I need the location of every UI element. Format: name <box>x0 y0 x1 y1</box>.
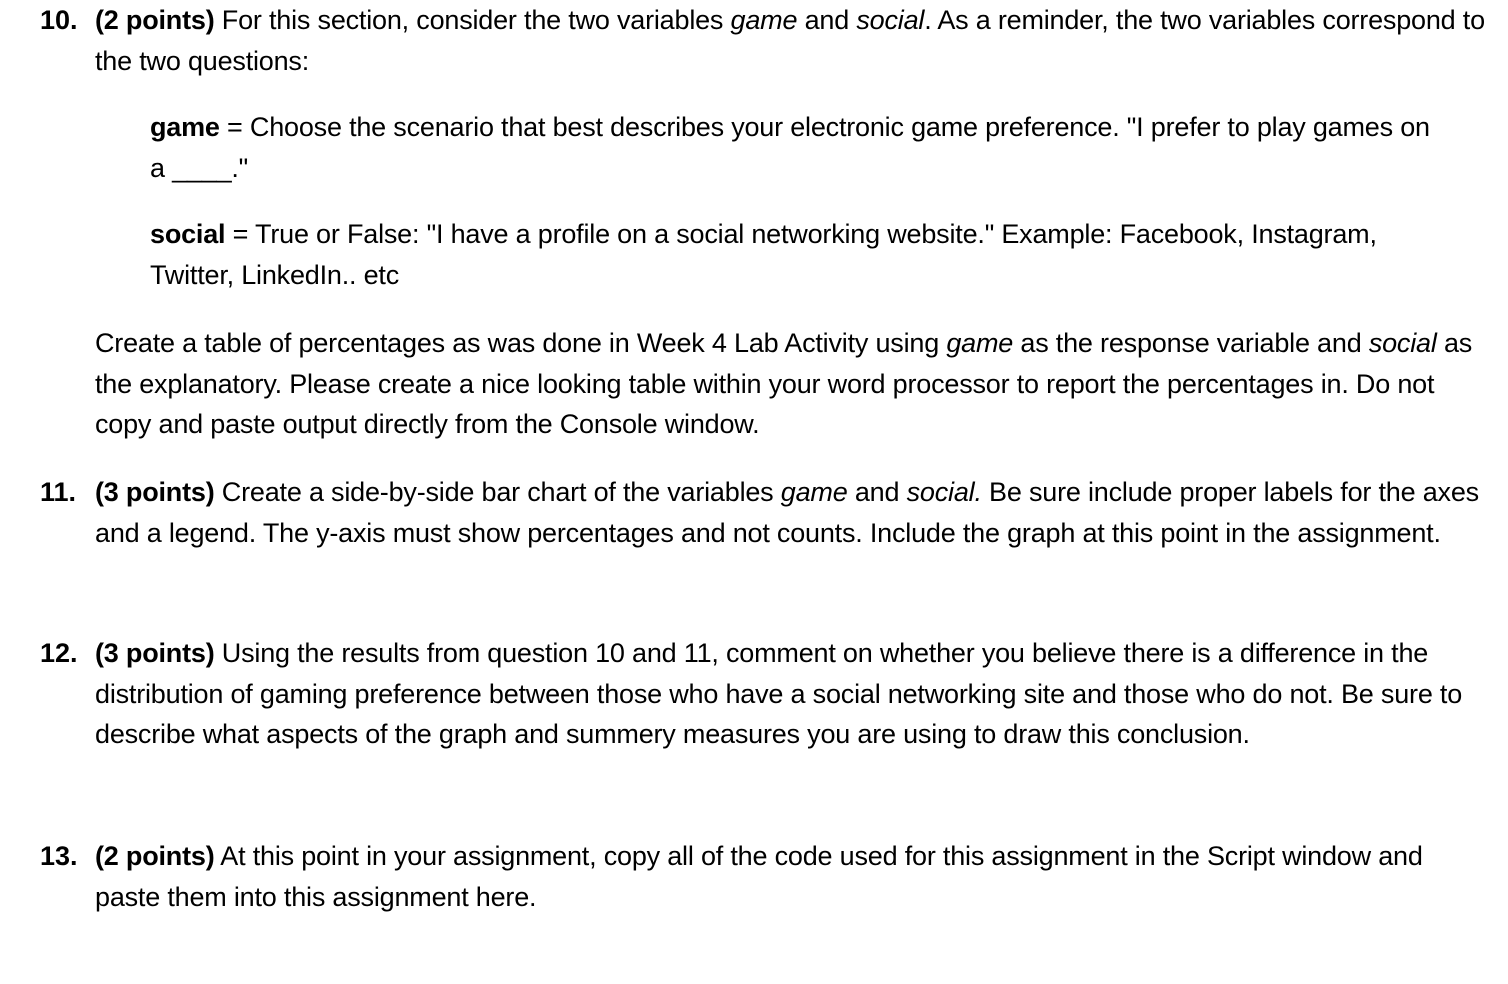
variable-name: social <box>856 5 925 35</box>
points-label: (3 points) <box>95 477 215 507</box>
variable-name: social. <box>906 477 982 507</box>
variable-name: game <box>730 5 798 35</box>
variable-name: game <box>780 477 848 507</box>
variable-name: game <box>946 328 1014 358</box>
definition-text: = Choose the scenario that best describes your electronic game preference. "I prefer to play games on a ____." <box>150 112 1430 183</box>
question-10-instructions <box>95 323 1485 445</box>
question-number: 11. <box>40 477 77 507</box>
question-text <box>95 633 1465 755</box>
text-segment: Using the results from question 10 and 11, comment on whether you believe there is a difference in the distribution of gaming preference between those who have a social networking site and those who do not. Be sure to describe what aspects of the graph and summery measures you are using to draw this conclusion. <box>95 638 1463 749</box>
text-segment: as the response variable and <box>1013 328 1369 358</box>
question-number: 13. <box>40 841 78 871</box>
question-number: 12. <box>40 638 78 668</box>
question-text <box>95 472 1485 553</box>
text-segment: . As a reminder, the two variables correspond to the two questions: <box>95 5 1485 76</box>
definition-term: social <box>150 219 226 249</box>
question-text <box>95 836 1465 917</box>
text-segment: and <box>797 5 857 35</box>
text-segment: Create a table of percentages as was done in Week 4 Lab Activity using <box>95 328 947 358</box>
definition-text: = True or False: "I have a profile on a social networking website." Example: Facebook, Instagram, Twitter, LinkedIn.. etc <box>150 219 1377 290</box>
points-label: (3 points) <box>95 638 215 668</box>
game-definition <box>150 107 1430 188</box>
text-segment: Be sure include proper labels for the axes and a legend. The y-axis must show percentages and not counts. Include the graph at this point in the assignment. <box>95 477 1479 548</box>
text-segment: as the explanatory. Please create a nice looking table within your word processor to report the percentages in. Do not copy and paste output directly from the Console window. <box>95 328 1473 439</box>
points-label: (2 points) <box>95 841 215 871</box>
question-text <box>95 0 1485 81</box>
definition-term: game <box>150 112 220 142</box>
variable-name: social <box>1368 328 1437 358</box>
points-label: (2 points) <box>95 5 215 35</box>
text-segment: For this section, consider the two variables <box>214 5 731 35</box>
text-segment: and <box>847 477 907 507</box>
text-segment: Create a side-by-side bar chart of the variables <box>214 477 781 507</box>
social-definition <box>150 214 1400 295</box>
question-number: 10. <box>40 5 78 35</box>
text-segment: At this point in your assignment, copy all of the code used for this assignment in the Script window and paste them into this assignment here. <box>95 841 1423 912</box>
